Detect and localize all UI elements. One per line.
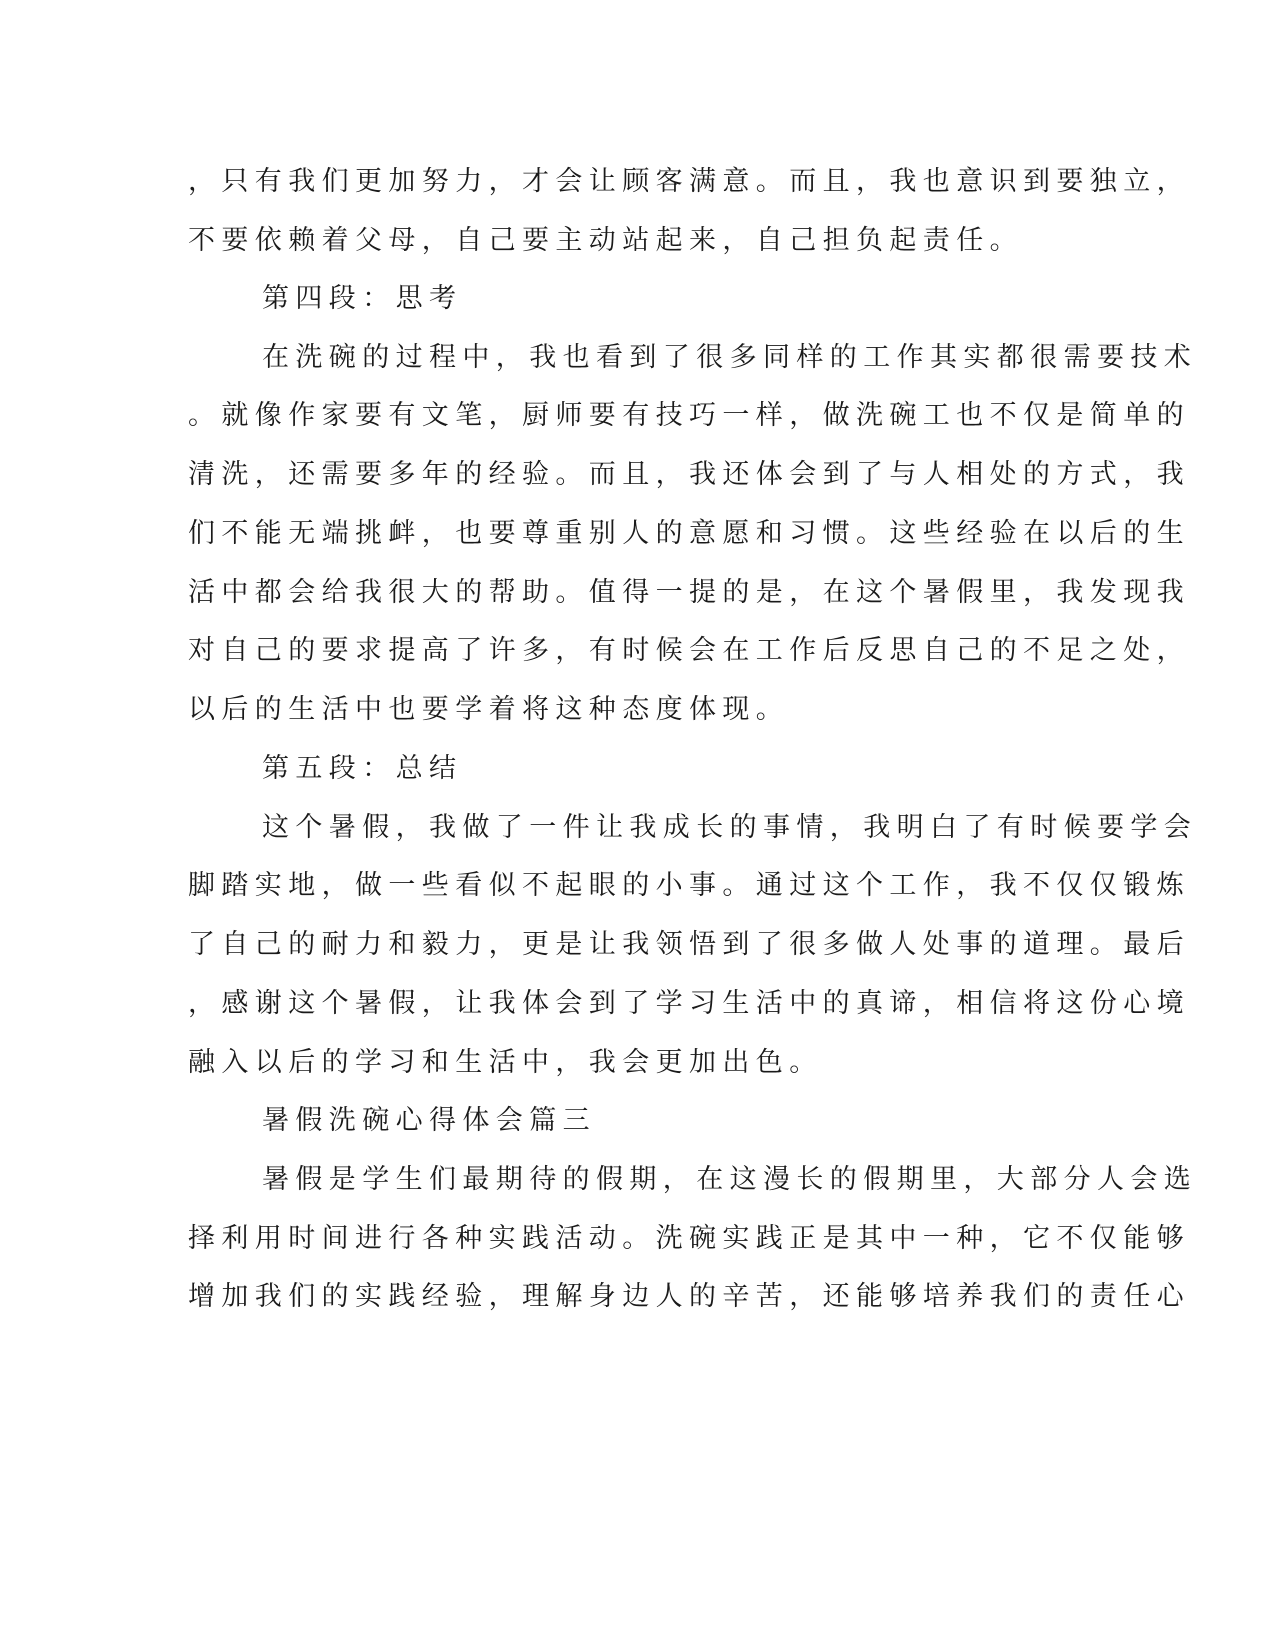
text-line: 。就像作家要有文笔，厨师要有技巧一样，做洗碗工也不仅是简单的: [188, 400, 1190, 431]
section-heading: 暑假洗碗心得体会篇三: [262, 1105, 596, 1136]
text-line: ，只有我们更加努力，才会让顾客满意。而且，我也意识到要独立，: [188, 166, 1190, 197]
text-line: 们不能无端挑衅，也要尊重别人的意愿和习惯。这些经验在以后的生: [188, 518, 1190, 549]
text-line: 这个暑假，我做了一件让我成长的事情，我明白了有时候要学会: [262, 812, 1198, 843]
section-heading: 第四段：思考: [262, 283, 463, 314]
text-line: 以后的生活中也要学着将这种态度体现。: [188, 694, 790, 725]
text-line: 活中都会给我很大的帮助。值得一提的是，在这个暑假里，我发现我: [188, 577, 1190, 608]
text-line: ，感谢这个暑假，让我体会到了学习生活中的真谛，相信将这份心境: [188, 988, 1190, 1019]
text-line: 清洗，还需要多年的经验。而且，我还体会到了与人相处的方式，我: [188, 459, 1190, 490]
text-line: 在洗碗的过程中，我也看到了很多同样的工作其实都很需要技术: [262, 342, 1198, 373]
section-heading: 第五段：总结: [262, 753, 463, 784]
text-line: 融入以后的学习和生活中，我会更加出色。: [188, 1047, 823, 1078]
text-line: 不要依赖着父母，自己要主动站起来，自己担负起责任。: [188, 225, 1023, 256]
text-line: 暑假是学生们最期待的假期，在这漫长的假期里，大部分人会选: [262, 1164, 1198, 1195]
text-line: 择利用时间进行各种实践活动。洗碗实践正是其中一种，它不仅能够: [188, 1223, 1190, 1254]
text-line: 脚踏实地，做一些看似不起眼的小事。通过这个工作，我不仅仅锻炼: [188, 870, 1190, 901]
text-line: 了自己的耐力和毅力，更是让我领悟到了很多做人处事的道理。最后: [188, 929, 1190, 960]
text-line: 增加我们的实践经验，理解身边人的辛苦，还能够培养我们的责任心: [188, 1281, 1190, 1312]
text-line: 对自己的要求提高了许多，有时候会在工作后反思自己的不足之处，: [188, 635, 1190, 666]
